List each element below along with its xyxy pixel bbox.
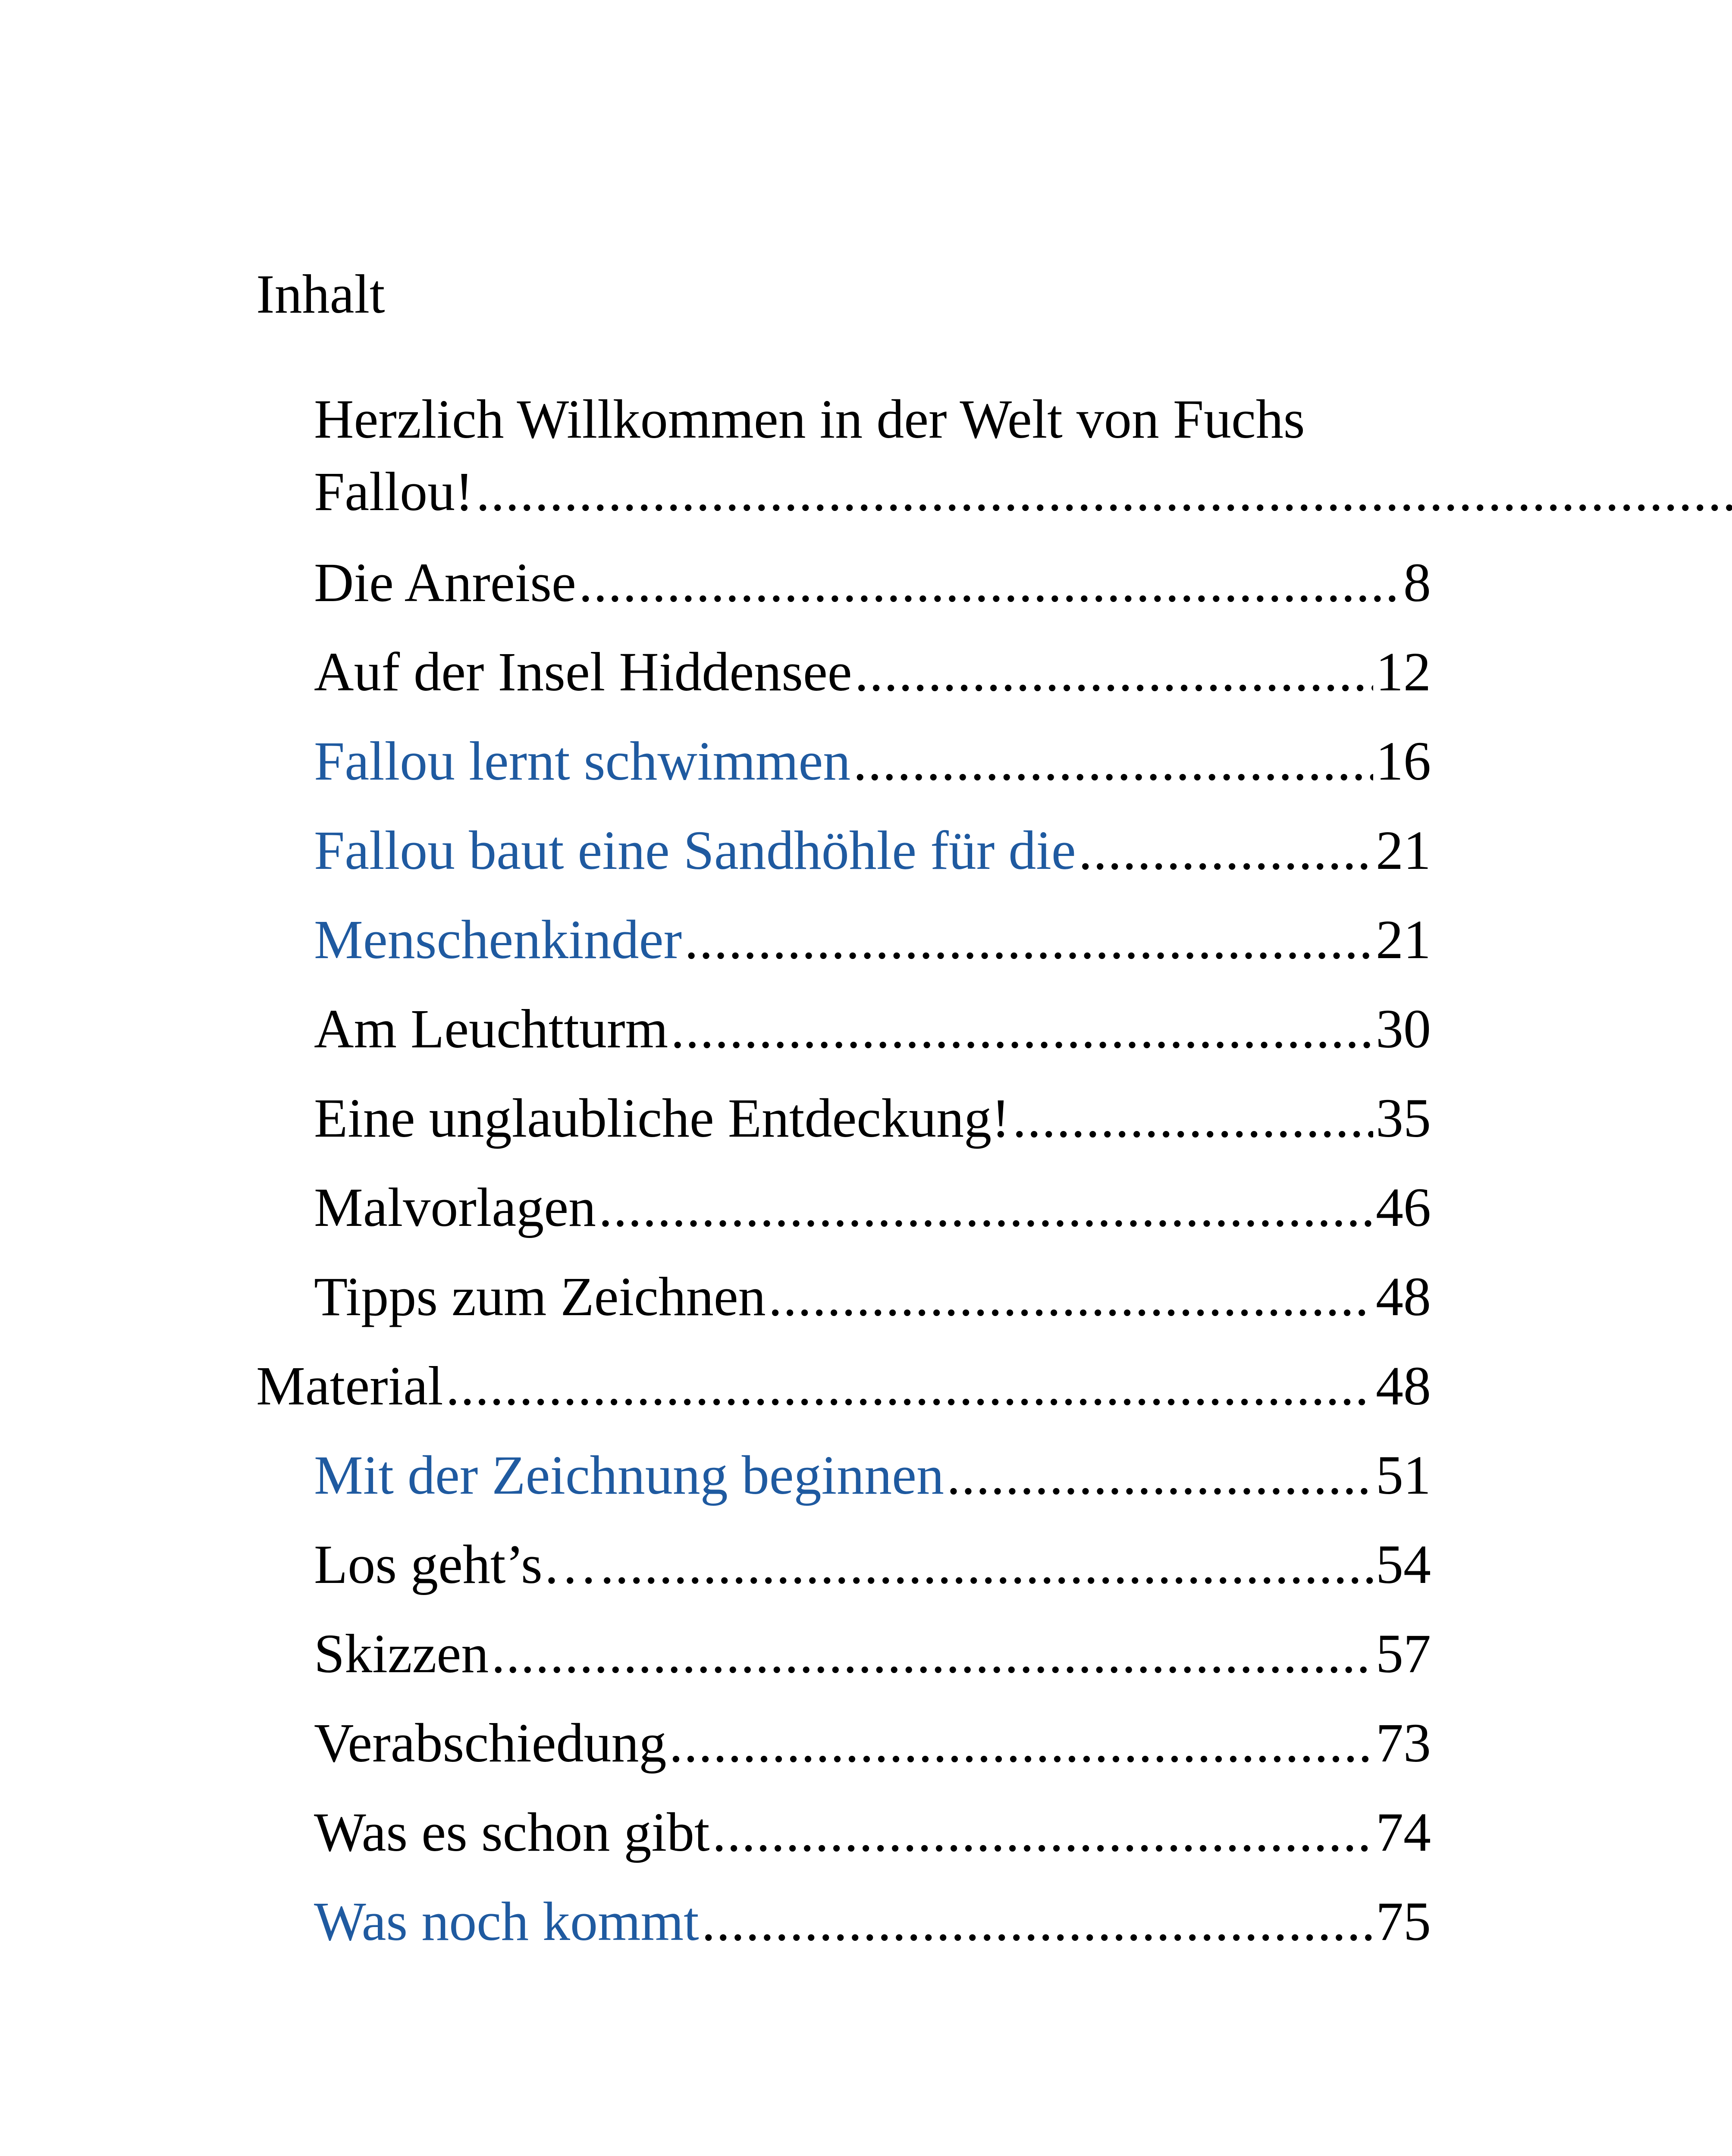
toc-entry-title-link[interactable]: Was noch kommt	[314, 1891, 699, 1952]
toc-entry[interactable]	[256, 1431, 1431, 1520]
toc-entry-page: 12	[1376, 641, 1431, 702]
dot-leader	[684, 895, 1373, 984]
toc-entry-page: 8	[1403, 552, 1431, 613]
toc-entry-title: Material	[256, 1355, 443, 1416]
toc-entry[interactable]	[256, 806, 1431, 895]
toc-entry[interactable]	[256, 1877, 1431, 1966]
toc-entry[interactable]	[256, 1163, 1431, 1252]
toc-heading: Inhalt	[256, 263, 385, 325]
toc-entry-title: Verabschiedung	[314, 1712, 667, 1774]
dot-leader	[599, 1163, 1373, 1252]
dot-leader	[947, 1431, 1373, 1520]
toc-entry[interactable]	[256, 627, 1431, 717]
toc-entry[interactable]	[256, 379, 1431, 538]
dot-leader	[855, 627, 1373, 717]
toc-entry-title: Die Anreise	[314, 552, 576, 613]
toc-entry[interactable]	[256, 1252, 1431, 1341]
toc-entry[interactable]	[256, 895, 1431, 984]
toc-entry-page: 57	[1376, 1623, 1431, 1684]
toc-entry-title: Skizzen	[314, 1623, 489, 1684]
toc-entry[interactable]	[256, 538, 1431, 627]
toc-entry-title-link[interactable]: Fallou baut eine Sandhöhle für die	[314, 820, 1076, 881]
toc-entry-page: 74	[1376, 1802, 1431, 1863]
toc-entry-title-line2: Fallou!	[314, 461, 474, 522]
toc-entry-page: 51	[1376, 1445, 1431, 1506]
toc-entry-title: Auf der Insel Hiddensee	[314, 641, 852, 702]
toc-entry-page: 21	[1376, 820, 1431, 881]
toc-entry-page: 48	[1376, 1266, 1431, 1327]
toc-entry[interactable]	[256, 1698, 1431, 1788]
toc-entry[interactable]	[256, 1609, 1431, 1698]
toc-entry[interactable]	[256, 1341, 1431, 1431]
toc-entry-title-line1: Herzlich Willkommen in der Welt von Fuchs	[314, 389, 1305, 450]
dot-leader	[1079, 806, 1373, 895]
table-of-contents	[256, 379, 1431, 1966]
toc-entry-title: Malvorlagen	[314, 1177, 596, 1238]
toc-entry-page: 35	[1376, 1087, 1431, 1149]
dot-leader	[702, 1877, 1373, 1966]
toc-entry-title-link[interactable]: Fallou lernt schwimmen	[314, 730, 851, 792]
toc-entry-title: Tipps zum Zeichnen	[314, 1266, 766, 1327]
toc-entry[interactable]	[256, 1074, 1431, 1163]
dot-leader	[1013, 1074, 1373, 1163]
toc-entry-page: 16	[1376, 730, 1431, 792]
dot-leader	[600, 1520, 1373, 1609]
toc-entry-title: Eine unglaubliche Entdeckung!	[314, 1087, 1010, 1149]
dot-leader	[669, 1698, 1374, 1788]
toc-entry-page: 46	[1376, 1177, 1431, 1238]
toc-entry-page: 54	[1376, 1534, 1431, 1595]
toc-entry-page: 21	[1376, 909, 1431, 970]
dot-leader	[579, 538, 1401, 627]
dot-leader	[671, 984, 1373, 1074]
dot-leader	[712, 1788, 1373, 1877]
toc-entry[interactable]	[256, 984, 1431, 1074]
toc-entry-page: 30	[1376, 998, 1431, 1059]
toc-entry-title: Was es schon gibt	[314, 1802, 710, 1863]
dot-leader	[491, 1609, 1373, 1698]
toc-entry-page: 73	[1376, 1712, 1431, 1774]
dot-leader	[769, 1252, 1373, 1341]
dot-leader	[853, 717, 1373, 806]
toc-entry[interactable]	[256, 1520, 1431, 1609]
dot-leader	[446, 1341, 1373, 1431]
toc-entry-title-link[interactable]: Menschenkinder	[314, 909, 682, 970]
toc-entry-page: 48	[1376, 1355, 1431, 1416]
dot-leader	[476, 455, 1732, 528]
toc-entry[interactable]	[256, 717, 1431, 806]
toc-entry-title-link[interactable]: Mit der Zeichnung beginnen	[314, 1445, 944, 1506]
toc-entry-page: 75	[1376, 1891, 1431, 1952]
toc-entry-title: Am Leuchtturm	[314, 998, 668, 1059]
toc-entry-title: Los geht’s…	[314, 1534, 598, 1595]
toc-entry[interactable]	[256, 1788, 1431, 1877]
